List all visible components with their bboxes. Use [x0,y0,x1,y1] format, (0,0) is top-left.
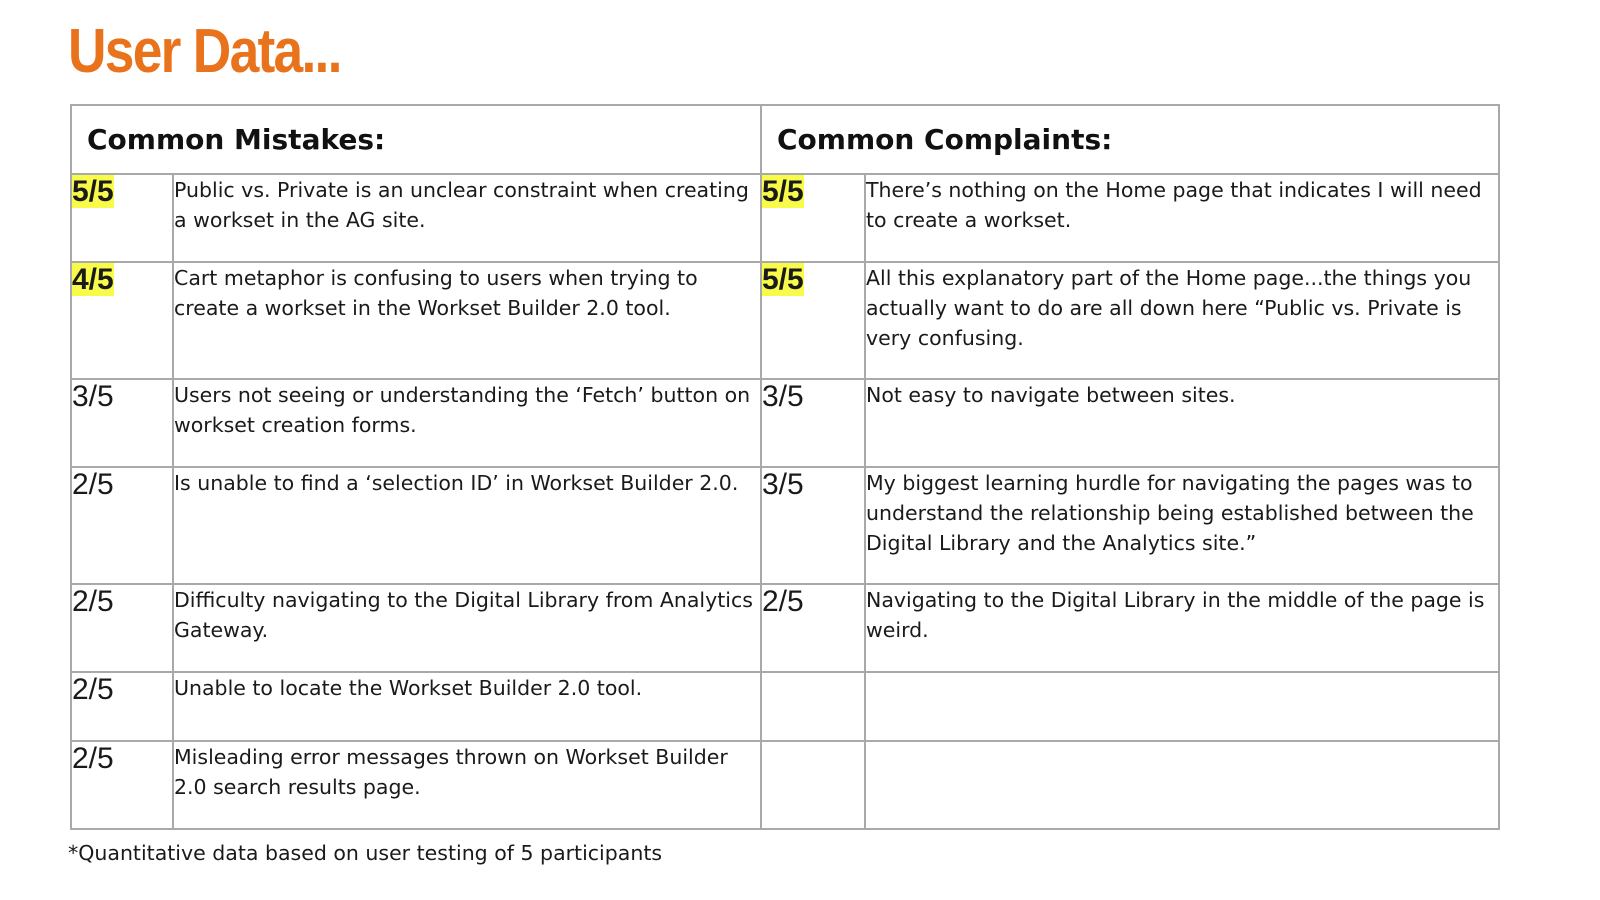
table-row [71,262,1499,379]
mistake-score-cell [71,174,173,262]
mistake-score-cell [71,379,173,467]
complaint-text: There’s nothing on the Home page that indicates I will need to create a workset. [865,174,1499,262]
mistake-score-cell [71,262,173,379]
complaint-score: 3/5 [762,380,804,413]
complaint-score: 5/5 [762,175,804,208]
complaint-score-cell [761,174,865,262]
complaint-score-cell [761,672,865,741]
table-header-row [71,105,1499,174]
mistake-score: 2/5 [72,673,114,706]
footnote: *Quantitative data based on user testing of 5 participants [68,841,663,865]
complaint-score-cell [761,379,865,467]
complaint-text: All this explanatory part of the Home page...the things you actually want to do are all down here “Public vs. Private is very confusing. [865,262,1499,379]
mistake-score-cell [71,467,173,584]
table-row [71,584,1499,672]
mistake-score: 5/5 [72,175,114,208]
complaint-score: 5/5 [762,263,804,296]
mistake-score: 2/5 [72,585,114,618]
table-row [71,174,1499,262]
mistake-text: Public vs. Private is an unclear constraint when creating a workset in the AG site. [173,174,761,262]
mistake-score-cell [71,741,173,829]
complaint-score: 3/5 [762,468,804,501]
mistake-score-cell [71,672,173,741]
complaint-text: Navigating to the Digital Library in the middle of the page is weird. [865,584,1499,672]
complaint-text [865,741,1499,829]
complaint-text: Not easy to navigate between sites. [865,379,1499,467]
common-complaints-header: Common Complaints: [761,105,1499,174]
complaint-text [865,672,1499,741]
mistake-text: Difficulty navigating to the Digital Library from Analytics Gateway. [173,584,761,672]
complaint-score-cell [761,584,865,672]
mistake-text: Cart metaphor is confusing to users when trying to create a workset in the Workset Builder 2.0 tool. [173,262,761,379]
table-row [71,741,1499,829]
complaint-score-cell [761,467,865,584]
complaint-text: My biggest learning hurdle for navigating the pages was to understand the relationship being established between the Digital Library and the Analytics site.” [865,467,1499,584]
page-title: User Data... [68,17,341,86]
mistake-score: 2/5 [72,742,114,775]
mistake-score: 4/5 [72,263,114,296]
complaint-score-cell [761,262,865,379]
table-row [71,379,1499,467]
mistake-text: Misleading error messages thrown on Workset Builder 2.0 search results page. [173,741,761,829]
mistake-text: Is unable to find a ‘selection ID’ in Workset Builder 2.0. [173,467,761,584]
common-mistakes-header: Common Mistakes: [71,105,761,174]
mistake-text: Users not seeing or understanding the ‘Fetch’ button on workset creation forms. [173,379,761,467]
complaint-score-cell [761,741,865,829]
mistake-text: Unable to locate the Workset Builder 2.0 tool. [173,672,761,741]
mistake-score-cell [71,584,173,672]
user-data-table [70,104,1500,830]
table-row [71,672,1499,741]
mistake-score: 3/5 [72,380,114,413]
mistake-score: 2/5 [72,468,114,501]
complaint-score: 2/5 [762,585,804,618]
table-row [71,467,1499,584]
